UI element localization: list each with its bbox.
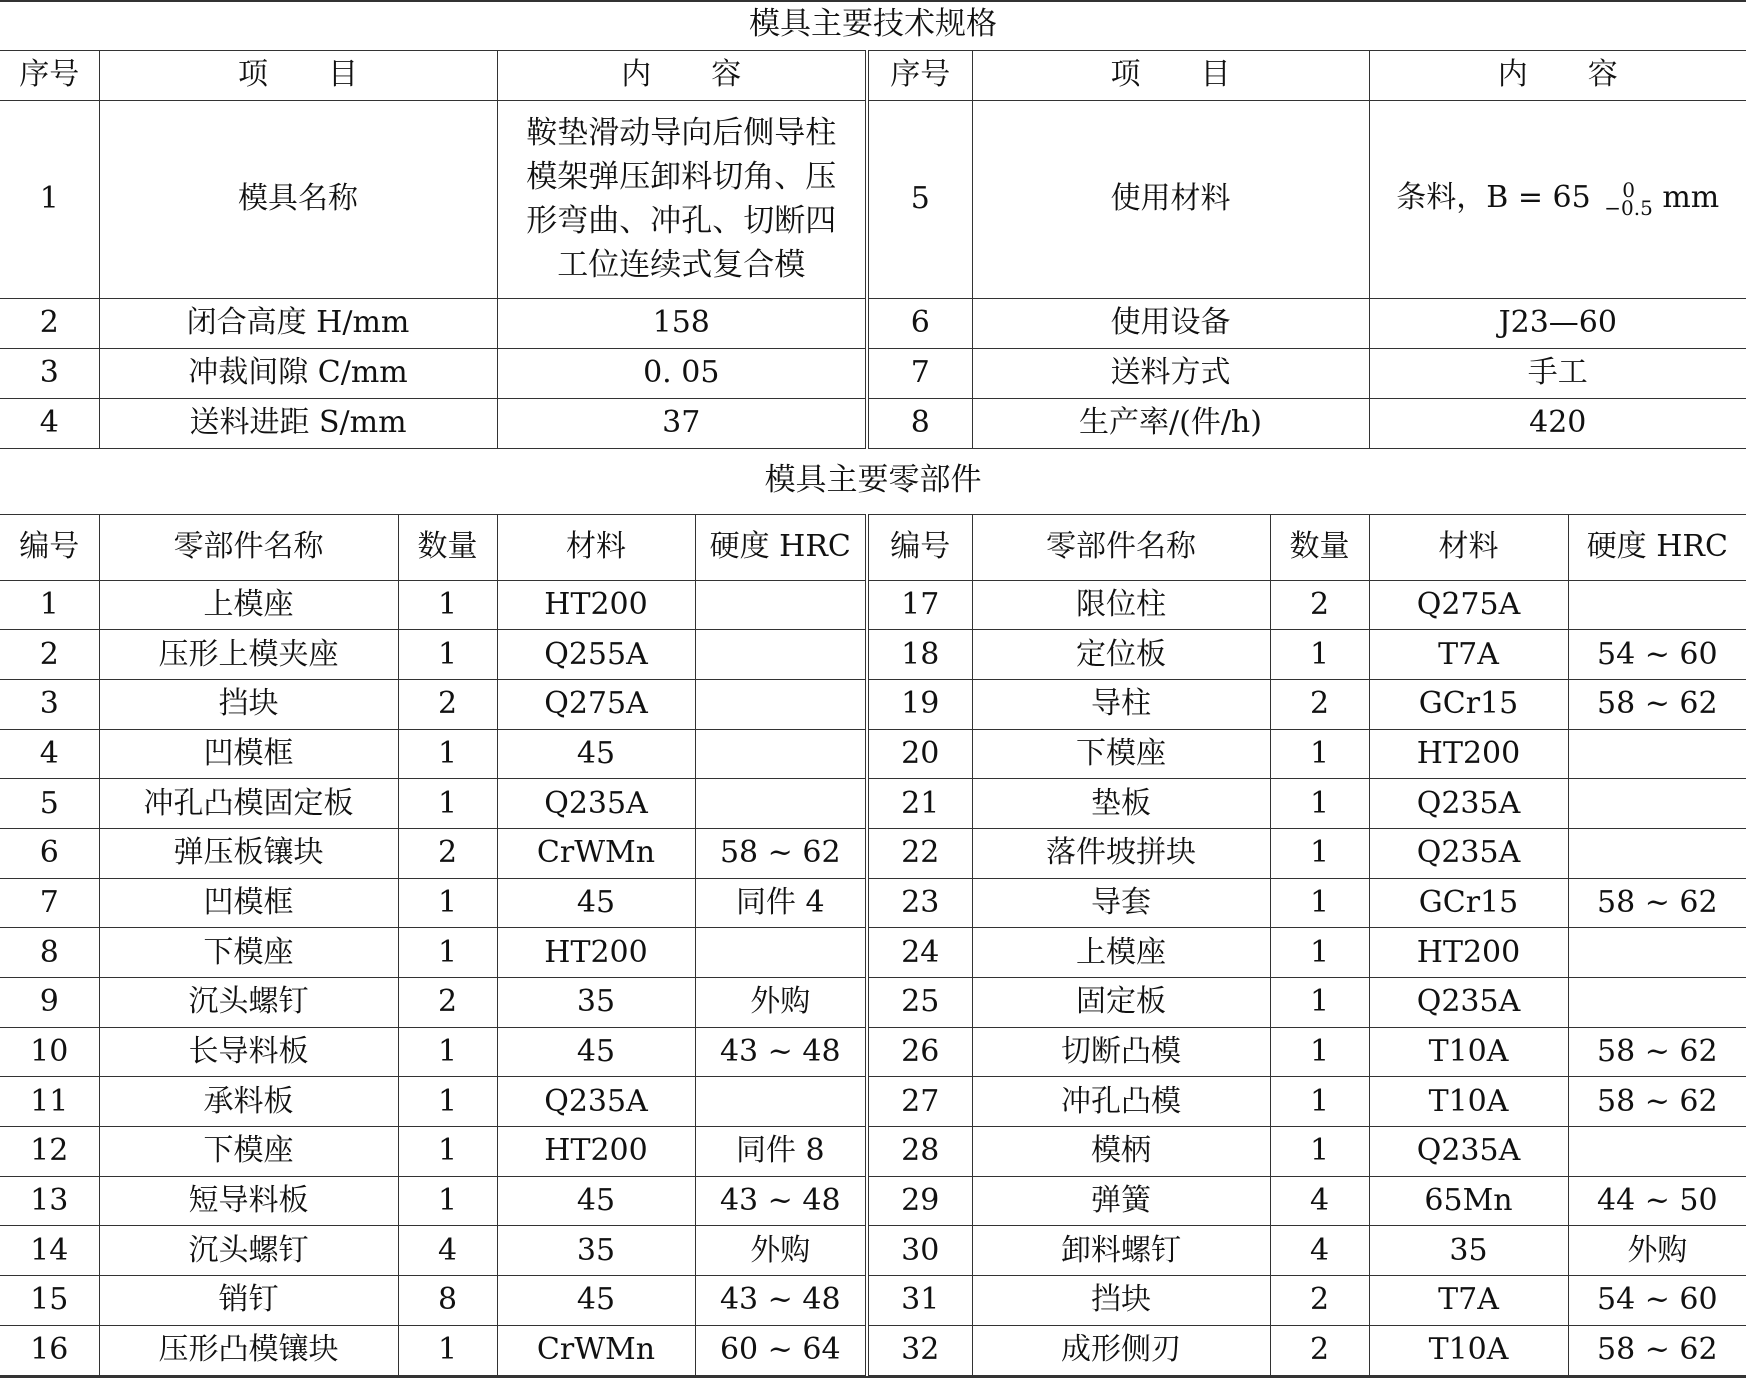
part-hardness	[1568, 580, 1746, 630]
part-name: 模柄	[972, 1127, 1270, 1177]
spec-content: 158	[497, 298, 867, 348]
spec-row	[0, 348, 1746, 398]
part-qty: 4	[1270, 1226, 1369, 1276]
part-no: 13	[0, 1176, 99, 1226]
part-qty: 1	[398, 1176, 497, 1226]
part-no: 28	[867, 1127, 972, 1177]
table-row	[0, 878, 1746, 928]
part-no: 3	[0, 679, 99, 729]
part-material: 65Mn	[1369, 1176, 1568, 1226]
part-qty: 1	[1270, 1027, 1369, 1077]
spec-item: 闭合高度 H/mm	[99, 298, 497, 348]
part-material: T10A	[1369, 1077, 1568, 1127]
part-name: 压形上模夹座	[99, 630, 398, 680]
spec-item: 送料进距 S/mm	[99, 398, 497, 448]
parts-header-hardness: 硬度 HRC	[1568, 514, 1746, 580]
part-name: 沉头螺钉	[99, 1226, 398, 1276]
part-name: 销钉	[99, 1276, 398, 1326]
table-row	[0, 1325, 1746, 1375]
spec-no: 1	[0, 100, 99, 298]
table-row	[0, 978, 1746, 1028]
part-material: Q235A	[1369, 1127, 1568, 1177]
part-material: 35	[497, 1226, 695, 1276]
part-name: 固定板	[972, 978, 1270, 1028]
part-material: T10A	[1369, 1325, 1568, 1375]
spec-content-material	[1369, 100, 1746, 298]
part-material: HT200	[1369, 928, 1568, 978]
part-qty: 4	[1270, 1176, 1369, 1226]
part-qty: 1	[398, 928, 497, 978]
part-material: Q235A	[1369, 828, 1568, 878]
spec-no: 3	[0, 348, 99, 398]
part-qty: 1	[398, 729, 497, 779]
tolerance	[1604, 178, 1653, 220]
part-no: 5	[0, 779, 99, 829]
spec-table	[0, 0, 1746, 449]
part-hardness: 外购	[695, 1226, 867, 1276]
part-no: 21	[867, 779, 972, 829]
part-material: Q235A	[497, 779, 695, 829]
spec-item: 使用设备	[972, 298, 1369, 348]
part-hardness: 43 ~ 48	[695, 1176, 867, 1226]
part-hardness	[1568, 779, 1746, 829]
part-name: 长导料板	[99, 1027, 398, 1077]
part-no: 12	[0, 1127, 99, 1177]
spec-header-row	[0, 50, 1746, 100]
part-qty: 1	[398, 1127, 497, 1177]
part-name: 定位板	[972, 630, 1270, 680]
part-hardness	[1568, 928, 1746, 978]
part-name: 垫板	[972, 779, 1270, 829]
part-material: CrWMn	[497, 828, 695, 878]
part-hardness: 44 ~ 50	[1568, 1176, 1746, 1226]
part-no: 11	[0, 1077, 99, 1127]
part-material: Q275A	[1369, 580, 1568, 630]
part-hardness	[695, 928, 867, 978]
spec-content: 0. 05	[497, 348, 867, 398]
part-no: 15	[0, 1276, 99, 1326]
part-no: 20	[867, 729, 972, 779]
part-no: 10	[0, 1027, 99, 1077]
part-hardness: 60 ~ 64	[695, 1325, 867, 1375]
table-row	[0, 679, 1746, 729]
part-name: 导套	[972, 878, 1270, 928]
part-hardness	[695, 779, 867, 829]
part-qty: 2	[398, 978, 497, 1028]
part-name: 落件坡拼块	[972, 828, 1270, 878]
part-hardness	[1568, 729, 1746, 779]
table-row	[0, 1176, 1746, 1226]
part-name: 承料板	[99, 1077, 398, 1127]
tolerance-upper: 0	[1622, 178, 1635, 202]
table-row	[0, 1276, 1746, 1326]
part-no: 22	[867, 828, 972, 878]
spec-no: 6	[867, 298, 972, 348]
part-name: 压形凸模镶块	[99, 1325, 398, 1375]
part-no: 19	[867, 679, 972, 729]
part-no: 26	[867, 1027, 972, 1077]
part-qty: 1	[1270, 729, 1369, 779]
part-no: 25	[867, 978, 972, 1028]
part-hardness: 58 ~ 62	[1568, 679, 1746, 729]
part-material: 35	[497, 978, 695, 1028]
part-name: 卸料螺钉	[972, 1226, 1270, 1276]
part-material: CrWMn	[497, 1325, 695, 1375]
part-hardness: 43 ~ 48	[695, 1027, 867, 1077]
spec-no: 7	[867, 348, 972, 398]
part-qty: 1	[1270, 1127, 1369, 1177]
part-hardness: 58 ~ 62	[1568, 1325, 1746, 1375]
part-name: 上模座	[99, 580, 398, 630]
spec-item: 使用材料	[972, 100, 1369, 298]
part-name: 凹模框	[99, 729, 398, 779]
part-hardness: 58 ~ 62	[1568, 1077, 1746, 1127]
spec-content: 37	[497, 398, 867, 448]
part-qty: 1	[398, 580, 497, 630]
part-qty: 2	[1270, 1325, 1369, 1375]
part-name: 下模座	[972, 729, 1270, 779]
parts-header-no: 编号	[0, 514, 99, 580]
part-hardness: 同件 8	[695, 1127, 867, 1177]
part-no: 30	[867, 1226, 972, 1276]
part-no: 1	[0, 580, 99, 630]
table-row	[0, 1077, 1746, 1127]
part-name: 成形侧刃	[972, 1325, 1270, 1375]
spec-no: 8	[867, 398, 972, 448]
bottom-rule	[0, 1376, 1746, 1378]
spec-row	[0, 298, 1746, 348]
part-qty: 1	[1270, 978, 1369, 1028]
part-qty: 1	[1270, 779, 1369, 829]
part-material: HT200	[497, 580, 695, 630]
table-row	[0, 1127, 1746, 1177]
part-qty: 1	[398, 779, 497, 829]
part-material: Q235A	[1369, 779, 1568, 829]
table-row	[0, 580, 1746, 630]
part-name: 弹簧	[972, 1176, 1270, 1226]
part-material: GCr15	[1369, 878, 1568, 928]
part-no: 8	[0, 928, 99, 978]
part-no: 23	[867, 878, 972, 928]
part-name: 凹模框	[99, 878, 398, 928]
part-qty: 1	[1270, 828, 1369, 878]
spec-header-item: 项 目	[99, 50, 497, 100]
table-row	[0, 779, 1746, 829]
part-hardness	[695, 580, 867, 630]
part-no: 7	[0, 878, 99, 928]
part-qty: 1	[1270, 928, 1369, 978]
spec-row	[0, 398, 1746, 448]
part-no: 18	[867, 630, 972, 680]
part-no: 17	[867, 580, 972, 630]
parts-header-row	[0, 514, 1746, 580]
tolerance-lower: −0.5	[1604, 196, 1653, 220]
part-hardness	[695, 1077, 867, 1127]
part-material: HT200	[497, 928, 695, 978]
part-qty: 1	[398, 630, 497, 680]
parts-title: 模具主要零部件	[0, 448, 1746, 514]
table-row	[0, 1027, 1746, 1077]
part-no: 32	[867, 1325, 972, 1375]
part-name: 上模座	[972, 928, 1270, 978]
part-material: 35	[1369, 1226, 1568, 1276]
part-hardness: 43 ~ 48	[695, 1276, 867, 1326]
part-material: 45	[497, 729, 695, 779]
spec-item: 生产率/(件/h)	[972, 398, 1369, 448]
part-material: T7A	[1369, 630, 1568, 680]
material-width: 条料，B = 65	[1396, 180, 1591, 215]
part-material: 45	[497, 1027, 695, 1077]
part-qty: 1	[398, 1027, 497, 1077]
part-no: 29	[867, 1176, 972, 1226]
spec-title: 模具主要技术规格	[0, 0, 1746, 50]
part-name: 沉头螺钉	[99, 978, 398, 1028]
part-no: 6	[0, 828, 99, 878]
parts-header-name: 零部件名称	[99, 514, 398, 580]
part-name: 弹压板镶块	[99, 828, 398, 878]
part-qty: 2	[1270, 679, 1369, 729]
part-material: Q275A	[497, 679, 695, 729]
part-hardness	[695, 630, 867, 680]
part-name: 下模座	[99, 1127, 398, 1177]
spec-header-no: 序号	[867, 50, 972, 100]
spec-header-no: 序号	[0, 50, 99, 100]
part-material: HT200	[1369, 729, 1568, 779]
part-name: 短导料板	[99, 1176, 398, 1226]
part-name: 挡块	[972, 1276, 1270, 1326]
part-hardness: 54 ~ 60	[1568, 1276, 1746, 1326]
part-material: Q235A	[1369, 978, 1568, 1028]
part-hardness: 58 ~ 62	[1568, 878, 1746, 928]
part-no: 2	[0, 630, 99, 680]
part-hardness: 58 ~ 62	[695, 828, 867, 878]
parts-body	[0, 580, 1746, 1375]
part-material: T7A	[1369, 1276, 1568, 1326]
part-hardness: 外购	[1568, 1226, 1746, 1276]
part-qty: 2	[1270, 1276, 1369, 1326]
part-material: 45	[497, 878, 695, 928]
spec-no: 5	[867, 100, 972, 298]
part-material: 45	[497, 1276, 695, 1326]
part-no: 31	[867, 1276, 972, 1326]
spec-content: 鞍垫滑动导向后侧导柱模架弹压卸料切角、压形弯曲、冲孔、切断四工位连续式复合模	[497, 100, 867, 298]
spec-no: 2	[0, 298, 99, 348]
parts-header-material: 材料	[1369, 514, 1568, 580]
part-qty: 1	[1270, 878, 1369, 928]
table-row	[0, 928, 1746, 978]
part-qty: 1	[1270, 630, 1369, 680]
part-qty: 2	[398, 828, 497, 878]
parts-header-qty: 数量	[1270, 514, 1369, 580]
spec-item: 模具名称	[99, 100, 497, 298]
part-material: Q255A	[497, 630, 695, 680]
spec-row	[0, 100, 1746, 298]
part-name: 切断凸模	[972, 1027, 1270, 1077]
part-no: 16	[0, 1325, 99, 1375]
part-hardness	[1568, 828, 1746, 878]
part-qty: 4	[398, 1226, 497, 1276]
part-hardness: 外购	[695, 978, 867, 1028]
parts-header-hardness: 硬度 HRC	[695, 514, 867, 580]
spec-header-content: 内 容	[1369, 50, 1746, 100]
part-qty: 2	[1270, 580, 1369, 630]
part-material: Q235A	[497, 1077, 695, 1127]
parts-header-qty: 数量	[398, 514, 497, 580]
spec-header-item: 项 目	[972, 50, 1369, 100]
part-hardness	[695, 679, 867, 729]
part-material: GCr15	[1369, 679, 1568, 729]
part-hardness: 同件 4	[695, 878, 867, 928]
part-hardness	[1568, 978, 1746, 1028]
part-hardness	[695, 729, 867, 779]
part-hardness: 58 ~ 62	[1568, 1027, 1746, 1077]
part-no: 9	[0, 978, 99, 1028]
part-no: 14	[0, 1226, 99, 1276]
part-qty: 1	[398, 1077, 497, 1127]
part-name: 冲孔凸模固定板	[99, 779, 398, 829]
spec-header-content: 内 容	[497, 50, 867, 100]
table-row	[0, 630, 1746, 680]
part-qty: 2	[398, 679, 497, 729]
part-name: 冲孔凸模	[972, 1077, 1270, 1127]
parts-table	[0, 448, 1746, 1376]
parts-header-name: 零部件名称	[972, 514, 1270, 580]
part-name: 限位柱	[972, 580, 1270, 630]
part-name: 导柱	[972, 679, 1270, 729]
part-name: 下模座	[99, 928, 398, 978]
part-qty: 1	[1270, 1077, 1369, 1127]
part-material: T10A	[1369, 1027, 1568, 1077]
part-qty: 1	[398, 1325, 497, 1375]
table-row	[0, 729, 1746, 779]
spec-content: 手工	[1369, 348, 1746, 398]
part-hardness	[1568, 1127, 1746, 1177]
part-name: 挡块	[99, 679, 398, 729]
part-qty: 1	[398, 878, 497, 928]
part-qty: 8	[398, 1276, 497, 1326]
spec-item: 冲裁间隙 C/mm	[99, 348, 497, 398]
part-material: 45	[497, 1176, 695, 1226]
part-no: 4	[0, 729, 99, 779]
material-unit: mm	[1662, 180, 1720, 215]
part-no: 27	[867, 1077, 972, 1127]
part-material: HT200	[497, 1127, 695, 1177]
spec-content: J23—60	[1369, 298, 1746, 348]
part-no: 24	[867, 928, 972, 978]
spec-item: 送料方式	[972, 348, 1369, 398]
parts-header-no: 编号	[867, 514, 972, 580]
table-row	[0, 1226, 1746, 1276]
parts-header-material: 材料	[497, 514, 695, 580]
spec-content: 420	[1369, 398, 1746, 448]
part-hardness: 54 ~ 60	[1568, 630, 1746, 680]
table-row	[0, 828, 1746, 878]
spec-no: 4	[0, 398, 99, 448]
